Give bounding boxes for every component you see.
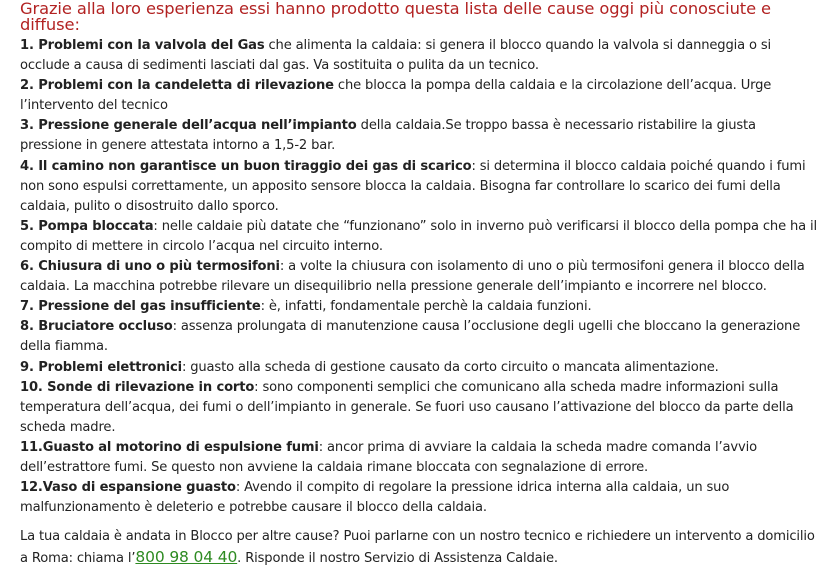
list-item — [20, 378, 818, 438]
cause-title: 4. Il camino non garantisce un buon tiraggio dei gas di scarico — [20, 158, 472, 174]
cause-title: 1. Problemi con la valvola del Gas — [20, 38, 265, 53]
cause-text: della caldaia.Se troppo bassa è necessario ristabilire la giusta pressione in genere attestata intorno a 1,5-2 bar. — [20, 118, 756, 154]
cause-title: 7. Pressione del gas insufficiente — [20, 299, 261, 315]
cause-title: 5. Pompa bloccata — [20, 218, 154, 234]
cause-title: 12.Vaso di espansione guasto — [20, 480, 236, 496]
cause-title: 6. Chiusura di uno o più termosifoni — [20, 259, 280, 275]
cause-text: che blocca la pompa della caldaia e la circolazione dell’acqua. Urge l’intervento del tecnico — [20, 78, 772, 114]
cause-text: : a volte la chiusura con isolamento di uno o più termosifoni genera il blocco della caldaia. La macchina potrebbe rilevare un disequilibrio nella pressione generale dell’impianto e incorrere nel blocco. — [20, 259, 805, 295]
list-item — [20, 438, 818, 478]
cause-text: : sono componenti semplici che comunicano alla scheda madre informazioni sulla temperatura dell’acqua, dei fumi o dell’impianto in generale. Se fuori uso causano l’attivazione del blocco da parte della scheda madre. — [20, 379, 794, 435]
cause-text: : guasto alla scheda di gestione causato da corto circuito o mancata alimentazione. — [181, 359, 719, 375]
cause-text: : è, infatti, fondamentale perchè la caldaia funzioni. — [260, 299, 592, 315]
closing-text: La tua caldaia è andata in Blocco per altre cause? Puoi parlarne con un nostro tecnico e richiedere un intervento a domicilio a Roma: chiama l’ — [20, 529, 815, 567]
cause-title: 11.Guasto al motorino di espulsione fumi — [20, 439, 319, 455]
list-item — [20, 217, 818, 257]
phone-link[interactable]: 800 98 04 40 — [135, 548, 238, 567]
list-item — [20, 76, 818, 116]
cause-title: 3. Pressione generale dell’acqua nell’impianto — [20, 118, 357, 134]
closing-paragraph — [20, 527, 818, 569]
list-item — [20, 358, 818, 378]
closing-text-end: . Risponde il nostro Servizio di Assistenza Caldaie. — [237, 551, 558, 567]
cause-text: : ancor prima di avviare la caldaia la scheda madre comanda l’avvio dell’estrattore fumi. Se questo non avviene la caldaia rimane bloccata con segnalazione di errore. — [20, 439, 757, 475]
cause-text: : nelle caldaie più datate che “funzionano” solo in inverno può verificarsi il blocco della pompa che ha il compito di mettere in circolo l’acqua nel circuito interno. — [20, 218, 818, 254]
cause-text: : assenza prolungata di manutenzione causa l’occlusione degli ugelli che bloccano la generazione della fiamma. — [20, 319, 801, 355]
section-heading: Grazie alla loro esperienza essi hanno prodotto questa lista delle cause oggi più conosciute e diffuse: — [20, 0, 771, 34]
cause-text: : Avendo il compito di regolare la pressione idrica interna alla caldaia, un suo malfunzionamento è deleterio e potrebbe causare il blocco della caldaia. — [20, 480, 730, 516]
list-item — [20, 157, 818, 217]
cause-text: che alimenta la caldaia: si genera il blocco quando la valvola si danneggia o si occlude a causa di sedimenti lasciati dal gas. Va sostituita o pulita da un tecnico. — [20, 38, 772, 74]
list-item — [20, 478, 818, 518]
list-item — [20, 116, 818, 156]
list-item — [20, 257, 818, 297]
cause-title: 2. Problemi con la candeletta di rilevazione — [20, 78, 334, 94]
causes-list — [20, 36, 818, 518]
list-item — [20, 297, 818, 317]
list-item — [20, 317, 818, 357]
cause-title: 8. Bruciatore occluso — [20, 319, 173, 335]
list-item — [20, 36, 818, 76]
cause-title: 9. Problemi elettronici — [20, 359, 182, 375]
cause-title: 10. Sonde di rilevazione in corto — [20, 379, 255, 395]
cause-text: : si determina il blocco caldaia poiché quando i fumi non sono espulsi correttamente, un apposito sensore blocca la caldaia. Bisogna far controllare lo scarico dei fumi della caldaia, pulito o disostruito dallo sporco. — [20, 158, 806, 214]
